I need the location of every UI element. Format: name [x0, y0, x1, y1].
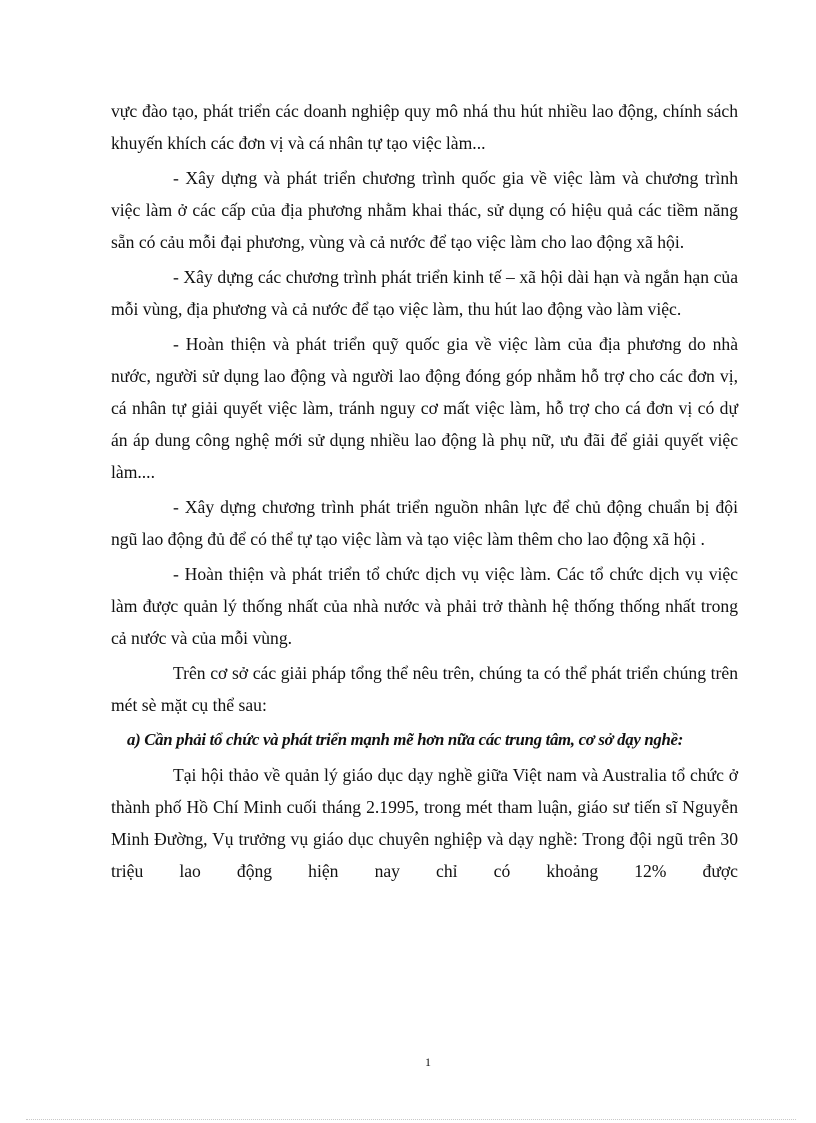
page-bottom-divider [26, 1119, 796, 1120]
paragraph-socioeconomic-programs: - Xây dựng các chương trình phát triển kinh tế – xã hội dài hạn và ngắn hạn của mỗi vùng, địa phương và cả nước để tạo việc làm, thu hút lao động vào làm việc. [111, 267, 738, 319]
paragraph-human-resources: - Xây dựng chương trình phát triển nguồn nhân lực để chủ động chuẩn bị đội ngũ lao động đủ để có thể tự tạo việc làm và tạo việc làm thêm cho lao động xã hội . [111, 497, 738, 549]
paragraph-continuation: vực đào tạo, phát triển các doanh nghiệp quy mô nhá thu hút nhiều lao động, chính sách khuyến khích các đơn vị và cá nhân tự tạo việc làm... [111, 101, 738, 153]
paragraph-employment-fund: - Hoàn thiện và phát triển quỹ quốc gia về việc làm của địa phương do nhà nước, người sử dụng lao động và người lao động đóng góp nhằm hỗ trợ cho các đơn vị, cá nhân tự giải quyết việc làm, tránh nguy cơ mất việc làm, hỗ trợ cho cá đơn vị có dự án áp dung công nghệ mới sử dụng nhiều lao động là phụ nữ, ưu đãi để giải quyết việc làm.... [111, 334, 738, 482]
page-number: 1 [425, 1055, 431, 1069]
body-text [111, 95, 738, 890]
paragraph-workshop: Tại hội thảo về quản lý giáo dục dạy nghề giữa Việt nam và Australia tổ chức ở thành phố Hồ Chí Minh cuối tháng 2.1995, trong mét tham luận, giáo sư tiến sĩ Nguyễn Minh Đường, Vụ trưởng vụ giáo dục chuyên nghiệp và dạy nghề: Trong đội ngũ trên 30 triệu lao động hiện nay chỉ có khoảng 12% được [111, 765, 738, 881]
paragraph-national-employment-program: - Xây dựng và phát triển chương trình quốc gia về việc làm và chương trình việc làm ở các cấp của địa phương nhằm khai thác, sử dụng có hiệu quả các tiềm năng sẵn có cảu mỗi đại phương, vùng và cả nước để tạo việc làm cho lao động xã hội. [111, 168, 738, 252]
paragraph-employment-services: - Hoàn thiện và phát triển tổ chức dịch vụ việc làm. Các tổ chức dịch vụ việc làm được quản lý thống nhất của nhà nước và phải trở thành hệ thống thống nhất trong cả nước và của mỗi vùng. [111, 564, 738, 648]
section-heading-vocational-centers: a) Cần phải tổ chức và phát triển mạnh mẽ hơn nữa các trung tâm, cơ sở dạy nghề: [127, 730, 683, 749]
paragraph-specific-aspects: Trên cơ sở các giải pháp tổng thể nêu trên, chúng ta có thể phát triển chúng trên mét sè mặt cụ thể sau: [111, 663, 738, 715]
